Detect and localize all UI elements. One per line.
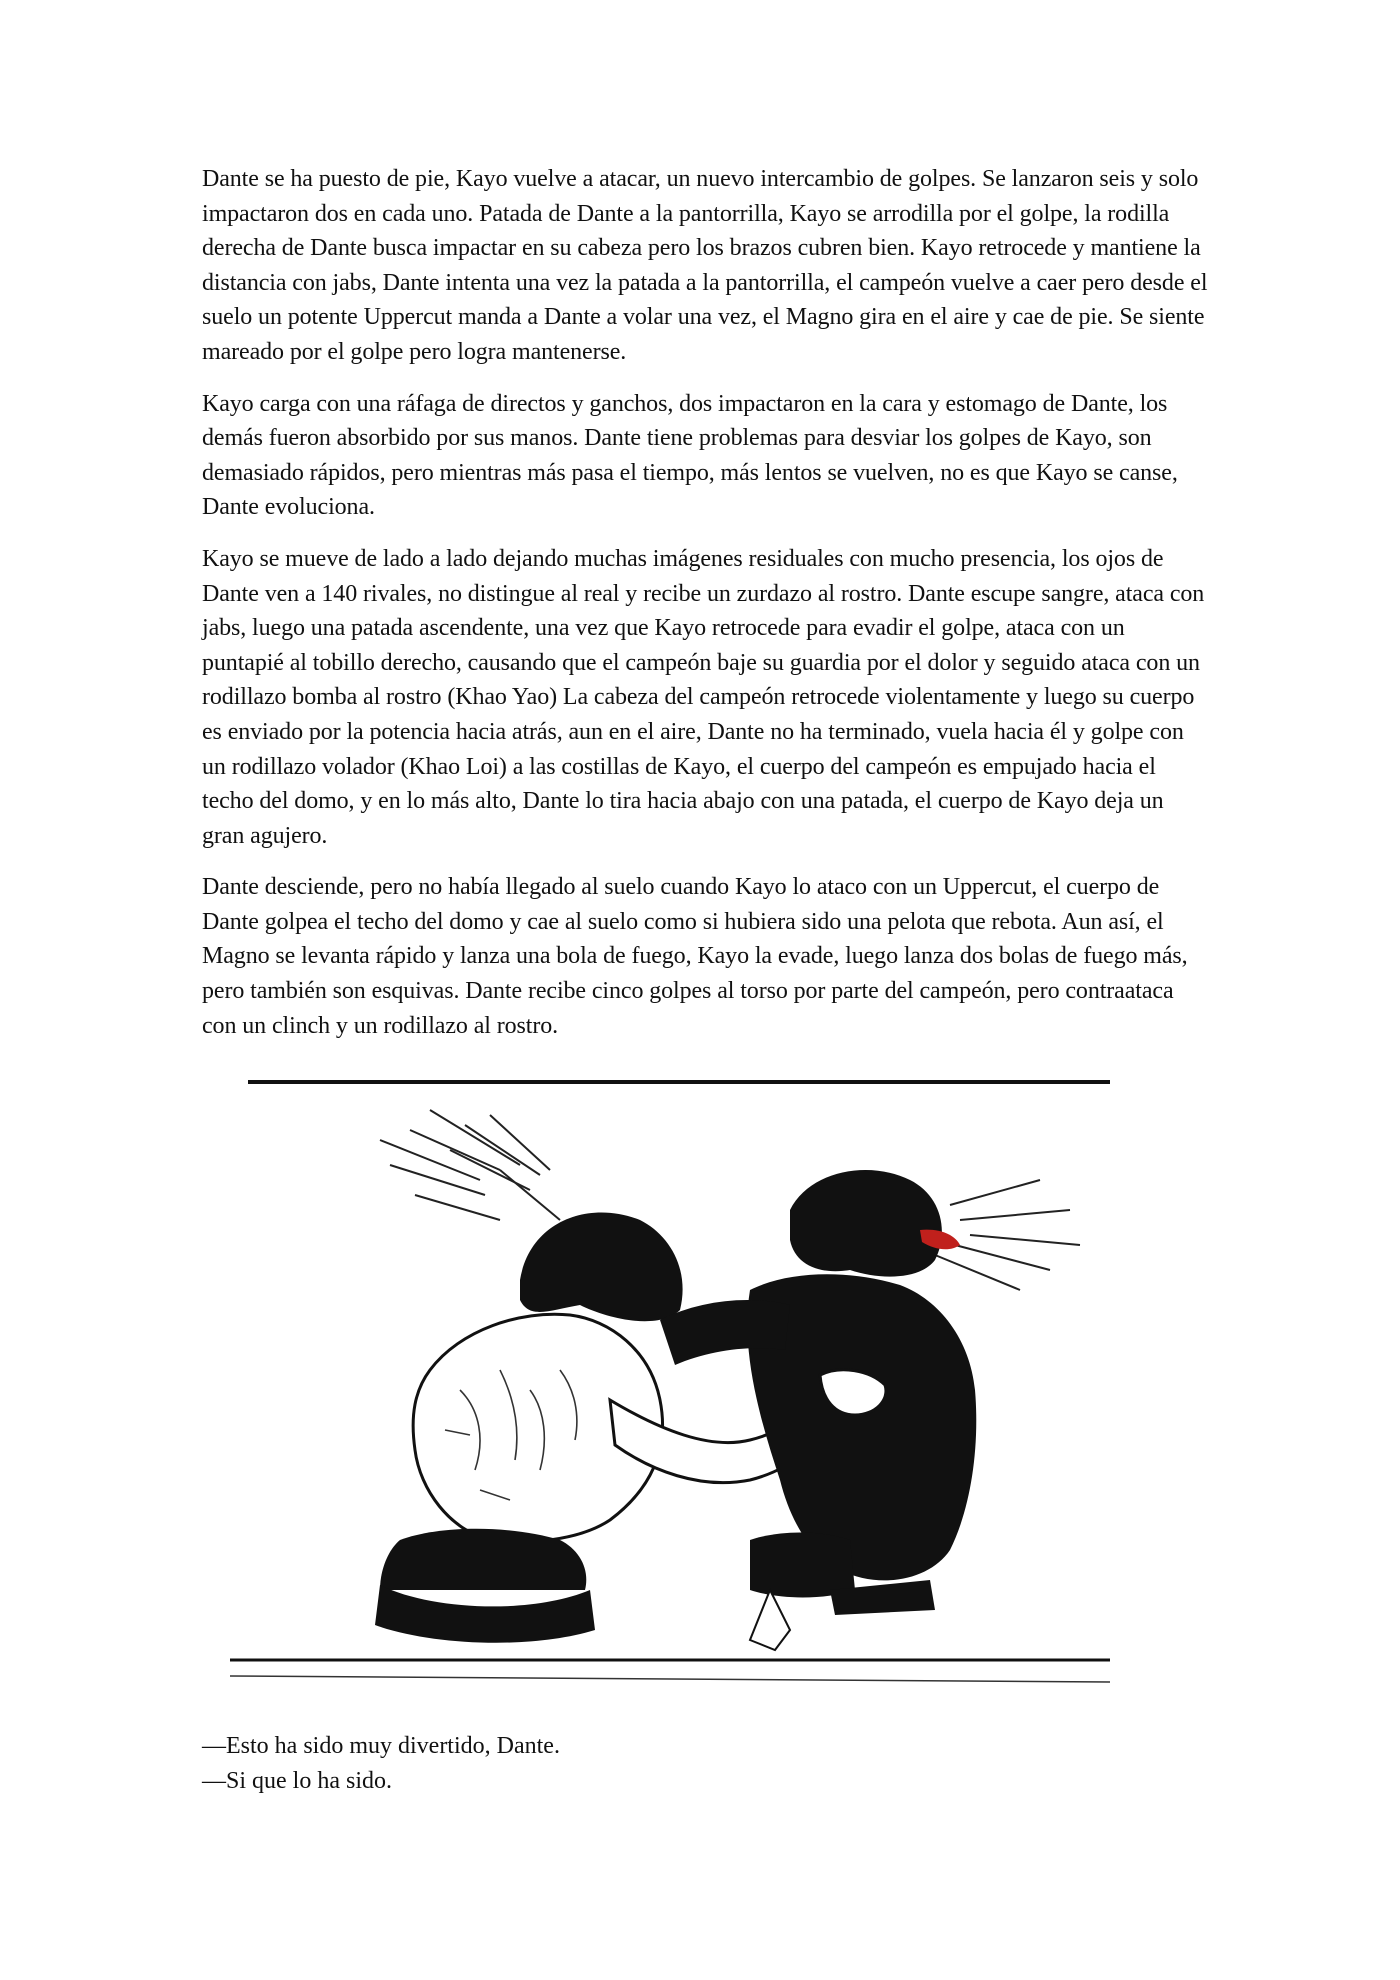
paragraph-1: Dante se ha puesto de pie, Kayo vuelve a atacar, un nuevo intercambio de golpes. Se lanzaron seis y solo impactaron dos en cada uno. Patada de Dante a la pantorrilla, Kayo se arrodilla por el golpe, la rodilla derecha de Dante busca impactar en su cabeza pero los brazos cubren bien. Kayo retrocede y mantiene la distancia con jabs, Dante intenta una vez la patada a la pantorrilla, el campeón vuelve a caer pero desde el suelo un potente Uppercut manda a Dante a volar una vez, el Magno gira en el aire y cae de pie. Se siente mareado por el golpe pero logra mantenerse. — [202, 166, 1208, 365]
impact-streaks — [380, 1110, 560, 1220]
paragraph-2: Kayo carga con una ráfaga de directos y ganchos, dos impactaron en la cara y estomago de Dante, los demás fueron absorbido por sus manos. Dante tiene problemas para desviar los golpes de Kayo, son demasiado rápidos, pero mientras más pasa el tiempo, más lentos se vuelven, no es que Kayo se canse, Dante evoluciona. — [202, 390, 1178, 521]
kayo-figure — [660, 1170, 976, 1650]
story-text — [202, 162, 1210, 1060]
dialogue-line-2: —Si que lo ha sido. — [202, 1767, 392, 1794]
paragraph-3: Kayo se mueve de lado a lado dejando muchas imágenes residuales con mucho presencia, los ojos de Dante ven a 140 rivales, no distingue al real y recibe un zurdazo al rostro. Dante escupe sangre, ataca con jabs, luego una patada ascendente, una vez que Kayo retrocede para evadir el golpe, ataca con un puntapié al tobillo derecho, causando que el campeón baje su guardia por el dolor y seguido ataca con un rodillazo bomba al rostro (Khao Yao) La cabeza del campeón retrocede violentamente y luego su cuerpo es enviado por la potencia hacia atrás, aun en el aire, Dante no ha terminado, vuela hacia él y golpe con un rodillazo volador (Khao Loi) a las costillas de Kayo, el cuerpo del campeón es empujado hacia el techo del domo, y en lo más alto, Dante lo tira hacia abajo con una patada, el cuerpo de Kayo deja un gran agujero. — [202, 545, 1205, 849]
paragraph-4: Dante desciende, pero no había llegado al suelo cuando Kayo lo ataco con un Uppercut, el cuerpo de Dante golpea el techo del domo y cae al suelo como si hubiera sido una pelota que rebota. Aun así, el Magno se levanta rápido y lanza una bola de fuego, Kayo la evade, luego lanza dos bolas de fuego más, pero también son esquivas. Dante recibe cinco golpes al torso por parte del campeón, pero contraataca con un clinch y un rodillazo al rostro. — [202, 874, 1188, 1039]
dialogue-line-1: —Esto ha sido muy divertido, Dante. — [202, 1733, 560, 1759]
motion-streaks-right — [935, 1180, 1080, 1290]
fight-illustration — [230, 1070, 1110, 1700]
dialogue — [202, 1729, 1202, 1798]
fight-illustration-drawing — [230, 1070, 1110, 1700]
floor-shadow-line — [230, 1676, 1110, 1682]
